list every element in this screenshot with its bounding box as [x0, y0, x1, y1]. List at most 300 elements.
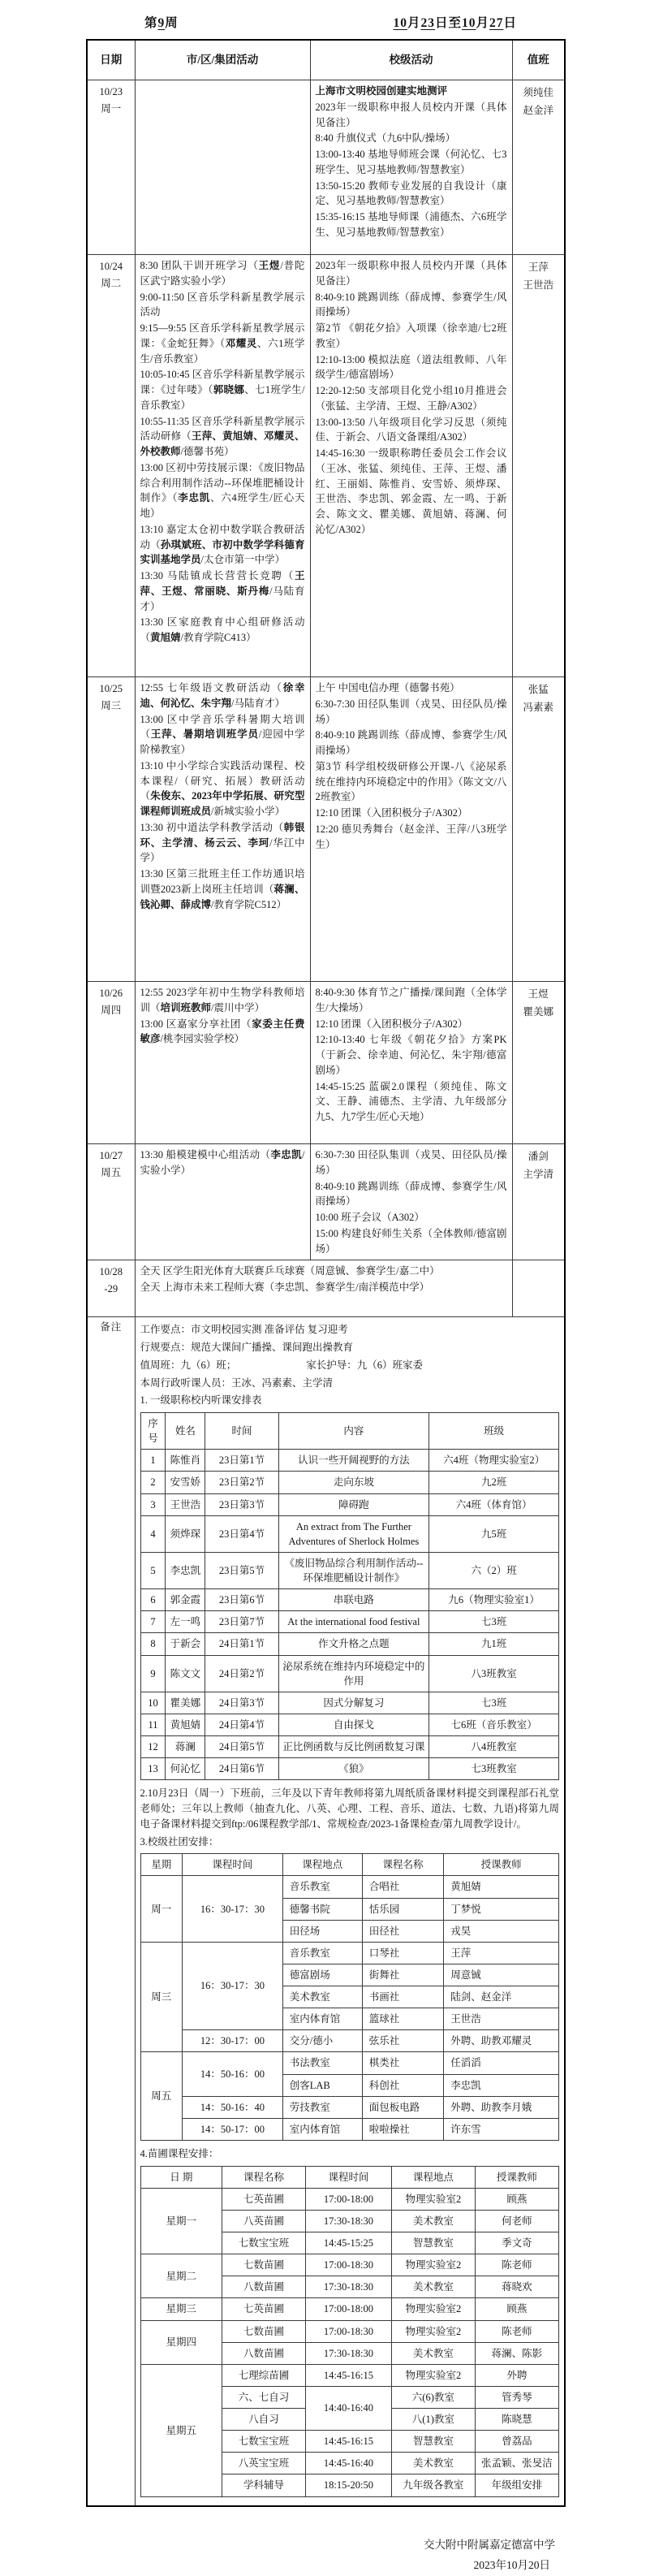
nursery-teacher-cell: 陈晓慧	[475, 2409, 558, 2431]
nursery-header-cell: 课程地点	[391, 2166, 475, 2188]
listen-name: 陈惟肖	[166, 1450, 205, 1472]
listen-row	[140, 1736, 559, 1758]
nursery-teacher-cell: 陈老师	[475, 2320, 558, 2342]
listen-time: 23日第7节	[205, 1611, 278, 1633]
duty-name: 王萍	[528, 261, 549, 273]
col-header-duty: 值班	[512, 40, 565, 80]
club-row	[140, 2052, 559, 2074]
duty-name: 潘剑	[528, 1151, 549, 1162]
listen-no: 1	[140, 1450, 166, 1472]
nursery-teacher-cell: 蒋晓欢	[475, 2276, 558, 2298]
activity-line: 12:55 2023学年初中生物学科教师培训（培训班教师/震川中学）	[140, 987, 305, 1014]
activity-line: 上海市文明校园创建实地测评	[315, 85, 448, 97]
listen-row	[140, 1552, 559, 1588]
activity-line: 第3节 科学组校级研修公开课-八《泌尿系统在维持内环境稳定中的作用》（陈文文/八2班教室）	[315, 760, 507, 803]
nursery-place-cell: 美术教室	[391, 2276, 475, 2298]
club-schedule-table	[140, 1853, 560, 2141]
school-activities-cell	[310, 1144, 512, 1260]
club-name-cell: 街舞社	[362, 1964, 444, 1986]
duty-cell	[512, 982, 565, 1144]
activity-line: 8:40-9:10 跳踢训练（薛成博、参赛学生/风雨操场）	[315, 729, 507, 756]
nursery-time-cell: 17:00-18:00	[306, 2188, 392, 2210]
remark-content	[135, 1317, 565, 2506]
duty-cell	[512, 1260, 565, 1317]
activity-line: 6:30-7:30 田径队集训（戎昊、田径队员/操场）	[315, 698, 507, 725]
listen-name: 蒋澜	[166, 1736, 205, 1758]
club-teacher-cell: 王萍	[444, 1942, 559, 1964]
day-row	[87, 1144, 565, 1260]
date-cell	[87, 80, 135, 255]
nursery-day-cell: 星期三	[140, 2298, 222, 2320]
week-number: 9	[157, 16, 166, 30]
duty-name: 冯素素	[523, 701, 553, 713]
date-label: 10/25	[99, 683, 123, 694]
header-row	[87, 40, 565, 80]
listen-name: 左一鸣	[166, 1611, 205, 1633]
listen-content: 作文升格之点题	[278, 1633, 429, 1655]
nursery-day-cell: 星期二	[140, 2254, 222, 2298]
activity-line: 第2节 《朝花夕拾》入项课（徐幸迪/七2班教室）	[315, 322, 507, 349]
duty-name: 赵金洋	[523, 104, 553, 116]
start-month: 10	[393, 16, 407, 30]
nursery-header-cell: 课程时间	[306, 2166, 392, 2188]
club-teacher-cell: 任滔滔	[444, 2052, 559, 2074]
school-activities-cell	[310, 255, 512, 677]
date-label: 10/28	[99, 1266, 123, 1278]
nursery-teacher-cell: 顾燕	[475, 2188, 558, 2210]
remark-row	[87, 1317, 565, 2506]
activity-line: 15:00 构建良好师生关系（全体教师/德富剧场）	[315, 1227, 507, 1255]
listen-time: 23日第3节	[205, 1493, 278, 1515]
weekday-label: 周四	[101, 1004, 122, 1016]
club-teacher-cell: 外聘、助教邓耀灵	[444, 2030, 559, 2052]
activity-line: 13:00 区初中劳技展示课：《废旧物品综合利用制作活动--环保堆肥桶设计制作》（李忠凯、六4班学生/匠心天地）	[140, 461, 305, 519]
activity-line: 8:40-9:30 体育节之广播操/课间跑（全体学生/大操场）	[315, 987, 507, 1014]
club-place-cell: 创客LAB	[282, 2074, 362, 2096]
listen-time: 24日第3节	[205, 1692, 278, 1714]
listen-content: 泌尿系统在维持内环境稳定中的作用	[278, 1655, 429, 1692]
day-unit-to: 日至	[434, 16, 462, 30]
duty-week-line	[140, 1358, 560, 1373]
nursery-teacher-cell: 外聘	[475, 2364, 558, 2386]
activity-line: 13:10 中小学综合实践活动课程、校本课程/（研究、拓展）教研活动（朱俊东、2023年中学拓展、研究型课程师训班成员/新城实验小学）	[140, 759, 305, 817]
nursery-header-cell: 课程名称	[222, 2166, 306, 2188]
date-label: 10/23	[99, 86, 123, 97]
nursery-time-cell: 14:45-16:15	[306, 2364, 392, 2386]
activity-line: 12:20 德贝秀舞台（赵金洋、王萍/八3班学生）	[315, 823, 507, 850]
listen-row	[140, 1493, 559, 1515]
nursery-course-cell: 八自习	[222, 2409, 306, 2431]
admin-listeners: 本周行政听课人员：王冰、冯素素、主学清	[140, 1377, 334, 1389]
listen-name: 郭金霞	[166, 1589, 205, 1611]
listen-row	[140, 1611, 559, 1633]
activity-line: 13:00-13:40 基地导师班会课（何沁忆、七3班学生、见习基地教师/智慧教室）	[315, 149, 507, 175]
activity-line: 全天 上海市未来工程师大赛（李忠凯、参赛学生/南洋模范中学）	[140, 1282, 430, 1293]
club-place-cell: 德富剧场	[282, 1964, 362, 1986]
club-header-cell: 课程地点	[282, 1854, 362, 1876]
club-name-cell: 棋类社	[362, 2052, 444, 2074]
listen-time: 24日第6节	[205, 1758, 278, 1780]
club-teacher-cell: 陆剑、赵金洋	[444, 1986, 559, 2008]
club-time-cell: 16：30-17：30	[183, 1876, 283, 1942]
activity-line: 13:30 区家庭教育中心组研修活动（黄旭婧/教育学院C413）	[140, 616, 305, 643]
week-suffix: 周	[165, 16, 179, 30]
main-schedule-table	[86, 39, 566, 2507]
club-place-cell: 田径场	[282, 1920, 362, 1942]
date-cell	[87, 677, 135, 982]
activity-line: 13:10 嘉定太仓初中数学联合教研活动（孙琪斌班、市初中数学学科德育实训基地学员/太仓市第一中学）	[140, 523, 305, 566]
day-row	[87, 677, 565, 982]
listen-row	[140, 1633, 559, 1655]
listen-no: 4	[140, 1515, 166, 1552]
nursery-time-cell: 14:45-16:15	[306, 2431, 392, 2453]
listen-content: 因式分解复习	[278, 1692, 429, 1714]
listen-row	[140, 1472, 559, 1493]
nursery-header-row	[140, 2166, 559, 2188]
activity-line: 13:30 初中道法学科教学活动（韩银环、主学清、杨云云、李珂/华江中学）	[140, 821, 305, 864]
section2-text: 2.10月23日（周一）下班前，三年及以下青年教师将第九周纸质备课材料提交到课程部石礼堂老师处；三年以上教师（抽查九化、八英、心理、工程、音乐、道法、七数、九语)将第九周电子备课材料提交到ftp:/06课程教学部/1、常规检查/2023-1备课检查/第九周教学设计/。	[140, 1787, 559, 1830]
nursery-day-cell: 星期四	[140, 2320, 222, 2364]
activity-line: 10:00 班子会议（A302）	[315, 1212, 424, 1223]
activity-line: 8:40-9:10 跳踢训练（薛成博、参赛学生/风雨操场）	[315, 1180, 507, 1208]
nursery-teacher-cell: 何老师	[475, 2210, 558, 2232]
club-name-cell: 恬乐园	[362, 1898, 444, 1920]
date-label: 10/27	[99, 1150, 123, 1161]
nursery-place-cell: 物理实验室2	[391, 2320, 475, 2342]
footer-school-name: 交大附中附属嘉定德富中学	[424, 2538, 555, 2551]
listen-name: 陈文文	[166, 1655, 205, 1692]
listen-content: 正比例函数与反比例函数复习课	[278, 1736, 429, 1758]
club-header-cell: 课程名称	[362, 1854, 444, 1876]
listen-time: 23日第2节	[205, 1472, 278, 1493]
club-time-cell: 14：50-17：00	[183, 2118, 283, 2140]
club-header-row	[140, 1854, 559, 1876]
activity-line: 上午 中国电信办理（德馨书苑）	[315, 682, 460, 694]
city-activities-cell	[135, 80, 310, 255]
duty-name: 张猛	[528, 684, 549, 695]
listen-row	[140, 1714, 559, 1735]
listen-content: 《废旧物品综合利用制作活动--环保堆肥桶设计制作》	[278, 1552, 429, 1588]
section3-title: 3.校级社团安排：	[140, 1835, 219, 1848]
activity-line: 12:10-13:00 模拟法庭（道法组教师、八年级学生/德富剧场）	[315, 353, 507, 381]
nursery-place-cell: 美术教室	[391, 2342, 475, 2364]
date-cell	[87, 1144, 135, 1260]
club-row	[140, 2118, 559, 2140]
activity-line: 13:30 船模建模中心组活动（李忠凯/实验小学）	[140, 1149, 305, 1176]
activity-line: 14:45-16:30 一级职称聘任委员会工作会议（王冰、张猛、须纯佳、王萍、王煜、潘红、王丽娟、陈惟肖、安雪娇、须烨琛、王世浩、李忠凯、郭金霞、左一鸣、于新会、陈文文、瞿美娜、黄旭婧、蒋澜、何沁忆/A302）	[315, 447, 507, 535]
duty-name: 瞿美娜	[523, 1005, 553, 1018]
listen-no: 10	[140, 1692, 166, 1714]
listen-class: 八4班教室	[429, 1736, 559, 1758]
listen-name: 黄旭婧	[166, 1714, 205, 1735]
nursery-teacher-cell: 顾燕	[475, 2298, 558, 2320]
nursery-place-cell: 物理实验室2	[391, 2188, 475, 2210]
activity-line: 12:20-12:50 支部项目化党小组10月推进会（张猛、主学清、王煜、王静/A302）	[315, 385, 507, 412]
activity-line: 12:10 团课（入团积极分子/A302）	[315, 1018, 468, 1030]
club-row	[140, 2030, 559, 2052]
weekday-label: 周五	[101, 1166, 122, 1178]
city-activities-cell	[135, 1144, 310, 1260]
nursery-course-cell: 七数苗圃	[222, 2254, 306, 2276]
activity-line: 6:30-7:30 田径队集训（戎昊、田径队员/操场）	[315, 1149, 507, 1176]
listen-content: 自由探戈	[278, 1714, 429, 1735]
activity-line: 12:10-13:40 七年级《朝花夕拾》方案PK（于新会、徐幸迪、何沁忆、朱宇翔/德富剧场）	[315, 1034, 507, 1076]
day-row	[87, 982, 565, 1144]
listen-name: 王世浩	[166, 1493, 205, 1515]
date-cell	[87, 255, 135, 677]
club-place-cell: 音乐教室	[282, 1942, 362, 1964]
week-prefix: 第	[144, 16, 158, 30]
nursery-time-cell: 17:00-18:30	[306, 2320, 392, 2342]
nursery-teacher-cell: 曾荔品	[475, 2431, 558, 2453]
nursery-place-cell: 八(1)教室	[391, 2409, 475, 2431]
listen-time: 24日第4节	[205, 1714, 278, 1735]
activity-line: 9:00-11:50 区音乐学科新星教学展示活动	[140, 291, 305, 318]
activity-line: 13:50-15:20 教师专业发展的自我设计（康定、见习基地教师/智慧教室）	[315, 179, 507, 207]
listen-no: 6	[140, 1589, 166, 1611]
club-teacher-cell: 许东雪	[444, 2118, 559, 2140]
nursery-time-cell: 14:45-15:25	[306, 2232, 392, 2254]
listen-class: 七3班	[429, 1611, 559, 1633]
listen-name: 于新会	[166, 1633, 205, 1655]
listen-time: 24日第5节	[205, 1736, 278, 1758]
nursery-teacher-cell: 季文奇	[475, 2232, 558, 2254]
activity-line: 8:40 升旗仪式（九6中队/操场）	[315, 132, 456, 145]
club-place-cell: 音乐教室	[282, 1876, 362, 1898]
school-activities-cell	[310, 677, 512, 982]
listen-row	[140, 1758, 559, 1780]
nursery-teacher-cell: 蒋澜、陈影	[475, 2342, 558, 2364]
day-row	[87, 80, 565, 255]
city-activities-cell	[135, 677, 310, 982]
listen-schedule-table	[140, 1412, 560, 1780]
club-place-cell: 室内体育馆	[282, 2008, 362, 2030]
page-title	[86, 13, 564, 31]
listen-class: 八3班教室	[429, 1655, 559, 1692]
activity-line: 9:15—9:55 区音乐学科新星教学展示课：《金蛇狂舞》（邓耀灵、六1班学生/音乐教室）	[140, 322, 305, 365]
end-day: 27	[489, 16, 504, 30]
nursery-place-cell: 物理实验室2	[391, 2254, 475, 2276]
duty-name: 须纯佳	[523, 87, 553, 98]
nursery-course-cell: 七数宝宝班	[222, 2431, 306, 2453]
date-label: 10/24	[99, 261, 123, 272]
weekday-label: 周二	[101, 277, 122, 289]
listen-row	[140, 1655, 559, 1692]
merged-activities-cell	[135, 1260, 512, 1317]
activity-line: 10:55-11:35 区音乐学科新星教学展示活动研修（王萍、黄旭婧、邓耀灵、外校教师/德馨书苑）	[140, 415, 305, 457]
nursery-time-cell: 14:40-16:40	[306, 2386, 392, 2430]
listen-name: 瞿美娜	[166, 1692, 205, 1714]
nursery-teacher-cell: 陈老师	[475, 2254, 558, 2276]
date-cell	[87, 1260, 135, 1317]
duty-name: 王世浩	[523, 279, 553, 291]
duty-week-class: 值周班：九（6）班；	[140, 1359, 237, 1371]
listen-row	[140, 1515, 559, 1552]
section1-title: 1. 一级职称校内听课安排表	[140, 1394, 262, 1407]
nursery-course-cell: 七英苗圃	[222, 2188, 306, 2210]
date-cell	[87, 982, 135, 1144]
duty-cell	[512, 80, 565, 255]
club-name-cell: 田径社	[362, 1920, 444, 1942]
listen-time: 24日第2节	[205, 1655, 278, 1692]
nursery-place-cell: 六(6)教室	[391, 2386, 475, 2408]
listen-time: 23日第4节	[205, 1515, 278, 1552]
nursery-teacher-cell: 年级组安排	[475, 2474, 558, 2496]
listen-header-cell: 内容	[278, 1413, 429, 1450]
nursery-place-cell: 智慧教室	[391, 2232, 475, 2254]
nursery-day-cell: 星期五	[140, 2364, 222, 2496]
nursery-row	[140, 2364, 559, 2386]
club-name-cell: 口琴社	[362, 1942, 444, 1964]
nursery-time-cell: 17:30-18:30	[306, 2276, 392, 2298]
listen-time: 23日第1节	[205, 1450, 278, 1472]
listen-class: 七3班	[429, 1692, 559, 1714]
col-header-city-activities: 市/区/集团活动	[135, 40, 310, 80]
weekday-label: 周三	[101, 699, 122, 711]
club-teacher-cell: 李忠凯	[444, 2074, 559, 2096]
nursery-teacher-cell: 张孟颖、张旻洁	[475, 2453, 558, 2474]
activity-line: 14:45-15:25 蓝碳2.0课程（须纯佳、陈文文、王静、浦德杰、主学清、九年级部分九5、九7学生/匠心天地）	[315, 1080, 507, 1122]
day-row	[87, 1260, 565, 1317]
listen-header-cell: 姓名	[166, 1413, 205, 1450]
date-label: 10/26	[99, 988, 123, 999]
club-time-cell: 16：30-17：30	[183, 1942, 283, 2030]
club-place-cell: 美术教室	[282, 1986, 362, 2008]
footer	[0, 2535, 555, 2576]
club-teacher-cell: 黄旭婧	[444, 1876, 559, 1898]
activity-line: 全天 区学生阳光体育大联赛乒乓球赛（周意铖、参赛学生/嘉二中）	[140, 1265, 440, 1277]
nursery-course-cell: 学科辅导	[222, 2474, 306, 2496]
col-header-date: 日期	[87, 40, 135, 80]
club-time-cell: 14：50-16：00	[183, 2052, 283, 2096]
nursery-header-cell: 日 期	[140, 2166, 222, 2188]
listen-no: 9	[140, 1655, 166, 1692]
nursery-course-cell: 八英苗圃	[222, 2210, 306, 2232]
listen-no: 2	[140, 1472, 166, 1493]
weekday-label: 周一	[101, 102, 122, 115]
nursery-course-cell: 六、七自习	[222, 2386, 306, 2408]
nursery-course-cell: 八数苗圃	[222, 2276, 306, 2298]
listen-class: 九5班	[429, 1515, 559, 1552]
listen-class: 九2班	[429, 1472, 559, 1493]
activity-line: 13:30 马陆镇成长营营长竞聘（王萍、王煜、常丽晓、斯丹梅/马陆育才）	[140, 570, 305, 612]
activity-line: 13:00 区嘉家分享社团（家委主任费敏彦/桃李园实验学校）	[140, 1018, 305, 1045]
nursery-course-cell: 八数苗圃	[222, 2342, 306, 2364]
end-month: 10	[461, 16, 476, 30]
weekday-label: -29	[104, 1283, 118, 1294]
parent-guard: 家长护导：九（6）班家委	[306, 1359, 424, 1371]
listen-row	[140, 1450, 559, 1472]
nursery-place-cell: 物理实验室2	[391, 2364, 475, 2386]
club-time-cell: 14：50-16：40	[183, 2096, 283, 2118]
nursery-course-cell: 七英苗圃	[222, 2298, 306, 2320]
listen-class: 七6班（音乐教室）	[429, 1714, 559, 1735]
club-row	[140, 1942, 559, 1964]
listen-name: 何沁忆	[166, 1758, 205, 1780]
month-unit: 月	[476, 16, 489, 30]
school-activities-cell	[310, 982, 512, 1144]
activity-line: 13:00 区中学音乐学科暑期大培训（王萍、暑期培训班学员/迎园中学阶梯教室）	[140, 713, 305, 755]
activity-line: 8:40-9:10 跳踢训练（薛成博、参赛学生/风雨操场）	[315, 291, 507, 318]
nursery-course-cell: 八英宝宝班	[222, 2453, 306, 2474]
nursery-time-cell: 14:45-16:40	[306, 2453, 392, 2474]
club-place-cell: 交分/德小	[282, 2030, 362, 2052]
nursery-schedule-table	[140, 2166, 560, 2497]
club-time-cell: 12：30-17：00	[183, 2030, 283, 2052]
activity-line: 8:30 团队干训开班学习（王煜/普陀区武宁路实验小学）	[140, 260, 305, 287]
listen-name: 安雪娇	[166, 1472, 205, 1493]
school-activities-cell	[310, 80, 512, 255]
listen-class: 九1班	[429, 1633, 559, 1655]
city-activities-cell	[135, 255, 310, 677]
listen-name: 须烨琛	[166, 1515, 205, 1552]
club-row	[140, 1876, 559, 1898]
club-header-cell: 星期	[140, 1854, 183, 1876]
day-unit: 日	[503, 16, 517, 30]
listen-row	[140, 1589, 559, 1611]
club-name-cell: 面包板电路	[362, 2096, 444, 2118]
nursery-place-cell: 九年级各教室	[391, 2474, 475, 2496]
week-title	[144, 13, 179, 31]
club-name-cell: 书画社	[362, 1986, 444, 2008]
work-points: 工作要点：市文明校园实测 准备评估 复习迎考	[140, 1324, 348, 1336]
remark-label: 备注	[87, 1317, 135, 2506]
nursery-row	[140, 2298, 559, 2320]
club-teacher-cell: 外聘、助教李月娥	[444, 2096, 559, 2118]
club-name-cell: 合唱社	[362, 1876, 444, 1898]
start-day: 23	[420, 16, 435, 30]
listen-class: 六4班（体育馆）	[429, 1493, 559, 1515]
duty-cell	[512, 1144, 565, 1260]
club-name-cell: 啦啦操社	[362, 2118, 444, 2140]
duty-name: 王煜	[528, 988, 549, 1000]
listen-no: 5	[140, 1552, 166, 1588]
listen-time: 23日第6节	[205, 1589, 278, 1611]
listen-content: 障碍跑	[278, 1493, 429, 1515]
listen-no: 12	[140, 1736, 166, 1758]
nursery-course-cell: 七数苗圃	[222, 2320, 306, 2342]
nursery-row	[140, 2188, 559, 2210]
club-day-cell: 周三	[140, 1942, 183, 2052]
listen-content: At the international food festival	[278, 1611, 429, 1633]
club-header-cell: 授课教师	[444, 1854, 559, 1876]
month-unit: 月	[407, 16, 421, 30]
day-row	[87, 255, 565, 677]
listen-row	[140, 1692, 559, 1714]
club-teacher-cell: 丁梦悦	[444, 1898, 559, 1920]
club-place-cell: 劳技教室	[282, 2096, 362, 2118]
listen-no: 8	[140, 1633, 166, 1655]
nursery-time-cell: 17:30-18:30	[306, 2210, 392, 2232]
activity-line: 13:30 区第三批班主任工作坊通识培训暨2023新上岗班主任培训（蒋澜、钱沁卿、薛成博/教育学院C512）	[140, 868, 305, 910]
listen-content: 《狼》	[278, 1758, 429, 1780]
club-day-cell: 周一	[140, 1876, 183, 1942]
club-place-cell: 室内体育馆	[282, 2118, 362, 2140]
duty-cell	[512, 255, 565, 677]
listen-no: 7	[140, 1611, 166, 1633]
nursery-day-cell: 星期一	[140, 2188, 222, 2254]
nursery-course-cell: 七理综苗圃	[222, 2364, 306, 2386]
club-teacher-cell: 王世浩	[444, 2008, 559, 2030]
activity-line: 13:00-13:50 八年级项目化学习反思（须纯佳、于新会、八语文备课组/A302）	[315, 416, 507, 443]
footer-date: 2023年10月20日	[473, 2559, 550, 2572]
listen-no: 11	[140, 1714, 166, 1735]
listen-class: 六4班（物理实验室2）	[429, 1450, 559, 1472]
listen-time: 23日第5节	[205, 1552, 278, 1588]
nursery-time-cell: 17:30-18:30	[306, 2342, 392, 2364]
listen-content: 走向东坡	[278, 1472, 429, 1493]
club-place-cell: 书法教室	[282, 2052, 362, 2074]
